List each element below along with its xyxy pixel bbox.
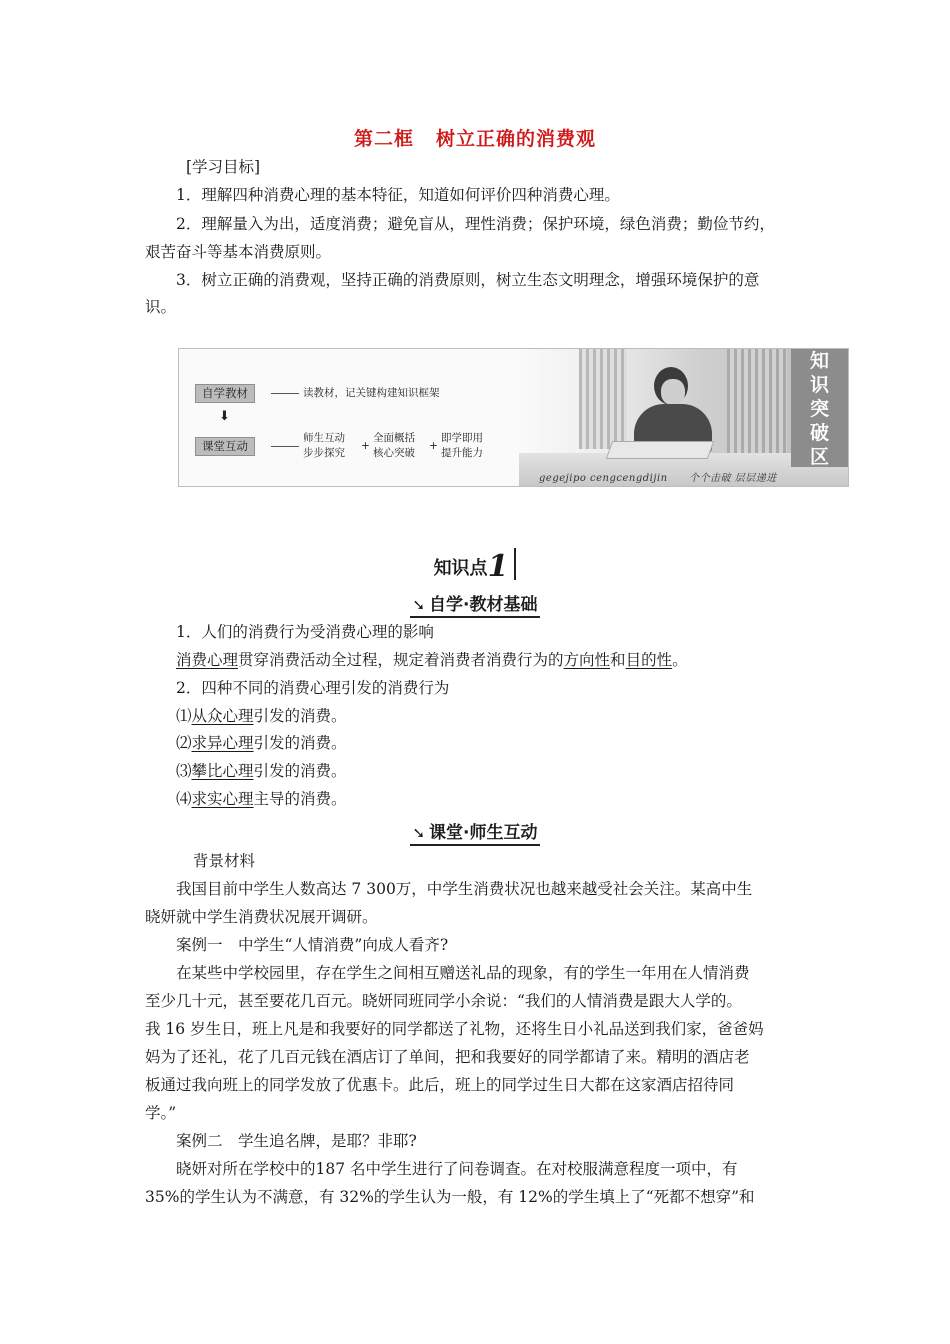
- plus-icon: +: [361, 440, 370, 452]
- text-span: 和: [610, 651, 626, 669]
- knowledge-point-label: 知识点: [433, 558, 488, 579]
- point-1-detail: [176, 650, 688, 670]
- open-book-image: [606, 441, 715, 459]
- knowledge-point-number: 1: [487, 549, 509, 584]
- step2-line2: 核心突破: [373, 447, 415, 459]
- side-char: 破: [809, 422, 829, 444]
- list-marker: ⑷: [176, 790, 192, 808]
- point-2: 2．四种不同的消费心理引发的消费行为: [176, 679, 450, 697]
- paragraph-line: 至少几十元，甚至要花几百元。晓妍同班同学小余说：“我们的人情消费是跟大人学的。: [145, 992, 742, 1010]
- self-study-tag: 自学教材: [195, 384, 255, 403]
- side-label-block: [791, 349, 848, 467]
- plus-icon: +: [429, 440, 438, 452]
- page-title: [0, 124, 950, 151]
- paragraph-line: 学。”: [145, 1104, 177, 1122]
- case-one-heading: 案例一 中学生“人情消费”向成人看齐?: [176, 936, 449, 954]
- objective-2-line1: 2．理解量入为出，适度消费；避免盲从，理性消费；保护环境，绿色消费；勤俭节约，: [176, 215, 775, 233]
- title-part-b: 树立正确的消费观: [436, 128, 597, 150]
- step1-line1: 师生互动: [303, 432, 345, 444]
- step1-line2: 步步探究: [303, 447, 345, 459]
- text-span: 。: [672, 651, 688, 669]
- list-marker: ⑶: [176, 762, 192, 780]
- list-marker: ⑵: [176, 734, 192, 752]
- answer-blank: 从众心理: [191, 707, 254, 725]
- banner-footer: [539, 469, 777, 484]
- paragraph-line: 妈为了还礼，花了几百元钱在酒店订了单间，把和我要好的同学都请了来。精明的酒店老: [145, 1048, 750, 1066]
- case-two-heading: 案例二 学生追名牌，是耶？非耶?: [176, 1132, 417, 1150]
- list-marker: ⑴: [176, 707, 192, 725]
- text-span: 引发的消费。: [253, 707, 347, 725]
- objective-3-line1: 3．树立正确的消费观，坚持正确的消费原则，树立生态文明理念，增强环境保护的意: [176, 271, 760, 289]
- bookshelf-image: [727, 349, 787, 457]
- arrow-icon: ➘: [412, 824, 426, 842]
- step2-line1: 全面概括: [373, 432, 415, 444]
- knowledge-point-heading: [0, 548, 950, 584]
- student-face-image: [661, 379, 685, 405]
- classroom-tag: 课堂互动: [195, 437, 255, 456]
- list-item: [176, 733, 347, 753]
- paragraph-line: 在某些中学校园里，存在学生之间相互赠送礼品的现象，有的学生一年用在人情消费: [176, 964, 750, 982]
- heading-divider: [514, 548, 516, 580]
- paragraph-line: 35%的学生认为不满意，有 32%的学生认为一般，有 12%的学生填上了“死都不想穿”和: [145, 1188, 755, 1206]
- point-1: 1．人们的消费行为受消费心理的影响: [176, 623, 434, 641]
- title-part-a: 第二框: [353, 128, 414, 150]
- answer-blank: 求异心理: [191, 734, 254, 752]
- connector-line: [271, 446, 299, 447]
- objectives-heading: [学习目标]: [186, 158, 261, 176]
- paragraph-line: 板通过我向班上的同学发放了优惠卡。此后，班上的同学过生日大都在这家酒店招待同: [145, 1076, 735, 1094]
- down-arrow-icon: ⬇: [219, 409, 230, 424]
- banner-slogan: 个个击破 层层递进: [688, 473, 777, 484]
- answer-blank: 方向性: [563, 651, 611, 669]
- section-classroom-heading: [0, 818, 950, 846]
- objective-2-line2: 艰苦奋斗等基本消费原则。: [145, 243, 332, 261]
- list-item: [176, 761, 347, 781]
- self-study-desc: 读教材，记关键构建知识框架: [303, 387, 440, 399]
- text-span: 主导的消费。: [253, 790, 347, 808]
- knowledge-breakthrough-banner: [178, 348, 849, 487]
- side-char: 突: [809, 398, 829, 420]
- connector-line: [271, 393, 299, 394]
- answer-blank: 目的性: [625, 651, 673, 669]
- text-span: 贯穿消费活动全过程，规定着消费者消费行为的: [238, 651, 564, 669]
- objective-1: 1．理解四种消费心理的基本特征，知道如何评价四种消费心理。: [176, 186, 620, 204]
- section-title: 课堂·师生互动: [429, 823, 538, 843]
- list-item: [176, 706, 347, 726]
- paragraph-line: 我 16 岁生日，班上凡是和我要好的同学都送了礼物，还将生日小礼品送到我们家，爸爸妈: [145, 1020, 764, 1038]
- paragraph-line: 晓妍就中学生消费状况展开调研。: [145, 908, 378, 926]
- banner-pinyin: gegejipo cengcengdijin: [539, 473, 668, 484]
- paragraph-line: 晓妍对所在学校中的187 名中学生进行了问卷调查。在对校服满意程度一项中，有: [176, 1160, 738, 1178]
- answer-blank: 求实心理: [191, 790, 254, 808]
- arrow-icon: ➘: [412, 596, 426, 614]
- text-span: 引发的消费。: [253, 762, 347, 780]
- answer-blank: 消费心理: [176, 651, 239, 669]
- objective-3-line2: 识。: [145, 298, 177, 316]
- side-char: 识: [809, 374, 829, 396]
- list-item: [176, 789, 347, 809]
- side-char: 区: [809, 446, 829, 468]
- answer-blank: 攀比心理: [191, 762, 254, 780]
- section-title: 自学·教材基础: [429, 595, 538, 615]
- text-span: 引发的消费。: [253, 734, 347, 752]
- section-self-study-heading: [0, 590, 950, 618]
- step3-line1: 即学即用: [441, 432, 483, 444]
- step3-line2: 提升能力: [441, 447, 483, 459]
- paragraph-line: 我国目前中学生人数高达 7 300万，中学生消费状况也越来越受社会关注。某高中生: [176, 880, 753, 898]
- side-char: 知: [809, 350, 829, 372]
- bookshelf-image: [579, 349, 627, 449]
- background-label: 背景材料: [193, 852, 256, 870]
